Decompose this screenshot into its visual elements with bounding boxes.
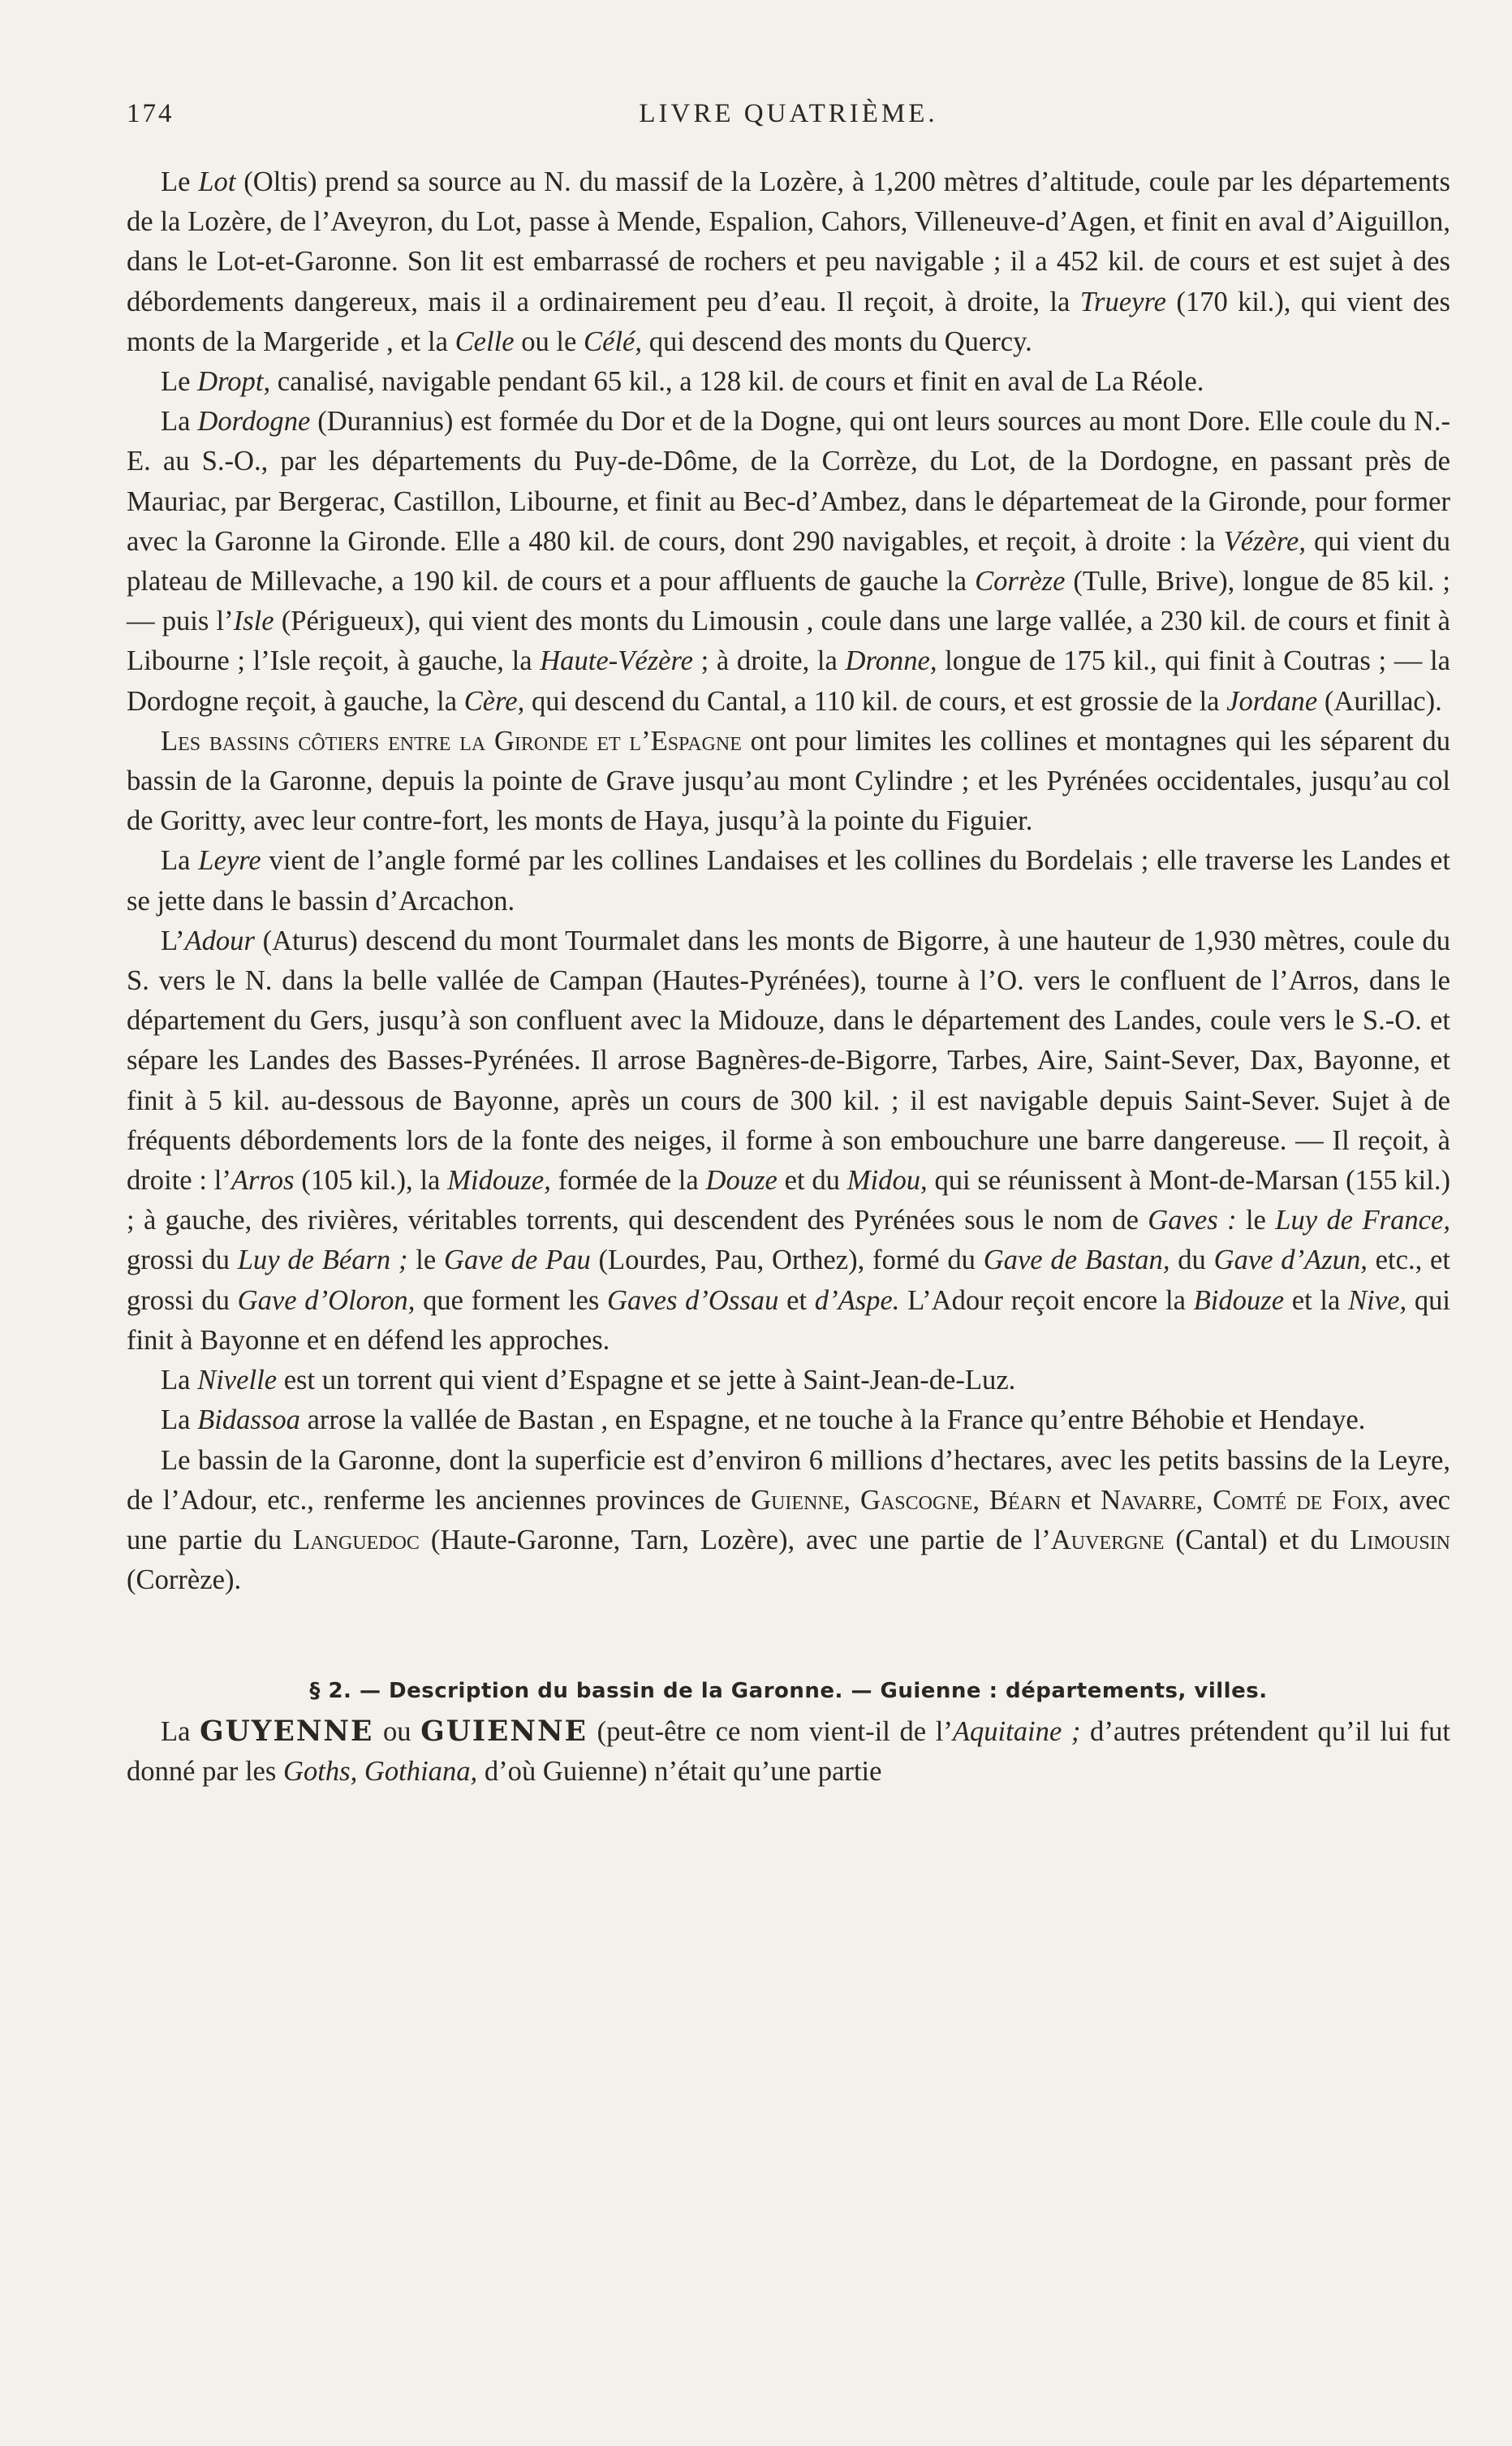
text-run: Le [161,366,198,398]
text-run: longue de 175 kil., qui finit à Coutras ; — la Dordogne reçoit, à gauche, la [127,645,1450,717]
small-caps-term: Limousin [1350,1524,1450,1555]
text-run: le [407,1245,444,1276]
text-run: (Durannius) est formée du Dor et de la Dogne, qui ont leurs sources au mont Dore. Elle coule du N.-E. au S.-O., par les départements du Puy-de-Dôme, de la Corrèze, du Lot, de la Dordogne, en passant près de Mauriac, par Bergerac, Castillon, Libourne, et finit au Bec-d’Ambez, dans le départemeat de la Gironde, pour former avec la Garonne la Gironde. Elle a 480 kil. de cours, dont 290 navigables, et reçoit, à droite : la [127,406,1450,557]
text-run: grossi du [127,1245,238,1276]
paragraph [127,1361,1450,1400]
text-run: ; à droite, la [693,645,846,677]
paragraph [127,362,1450,402]
text-run: qui descend des monts du Quercy. [642,326,1032,357]
text-run: (Aurillac). [1317,685,1442,717]
text-run: (Cantal) et du [1164,1524,1350,1555]
text-run: (Périgueux), qui vient des monts du Limousin , coule dans une large vallée, a 230 kil. de cours et finit à Libourne ; l’Isle reçoit, à gauche, la [127,606,1450,677]
blackletter-term: GUIENNE [420,1715,588,1748]
text-run: La [161,845,199,877]
italic-term: Haute-Vézère [540,645,694,677]
italic-term: Jordane [1226,685,1318,717]
italic-term: Vézère, [1223,525,1307,557]
text-run: arrose la vallée de Bastan , en Espagne, et ne touche à la France qu’entre Béhobie et Hendaye. [299,1404,1366,1436]
text-run: avec une partie du [127,1484,1450,1555]
text-run: (Aturus) descend du mont Tourmalet dans les monts de Bigorre, à une hauteur de 1,930 mètres, coule du S. vers le N. dans la belle vallée de Campan (Hautes-Pyrénées), tourne à l’O. vers le confluent de l’Arros, dans le département du Gers, jusqu’à son confluent avec la Midouze, dans le département des Landes, coule vers le S.-O. et sépare les Landes des Basses-Pyrénées. Il arrose Bagnères-de-Bigorre, Tarbes, Aire, Saint-Sever, Dax, Bayonne, et finit à 5 kil. au-dessous de Bayonne, après un cours de 300 kil. ; il est navigable depuis Saint-Sever. Sujet à de fréquents débordements lors de la fonte des neiges, il forme à son embouchure une barre dangereuse. — Il reçoit, à droite : l’ [127,925,1450,1197]
paragraph [127,921,1450,1361]
text-run: (Tulle, Brive), longue de 85 kil. ; — puis l’ [127,566,1450,637]
paragraph [127,1441,1450,1601]
text-run: ou le [514,326,584,357]
italic-term: Dronne, [845,645,937,677]
italic-term: Corrèze [975,566,1066,597]
running-title: LIVRE QUATRIÈME. [639,99,938,128]
paragraphs [127,162,1450,1600]
small-caps-term: Navarre, Comté de Foix, [1101,1484,1389,1516]
italic-term: Arros [230,1165,295,1197]
paragraph [127,1400,1450,1440]
italic-term: Luy de Béarn ; [237,1245,408,1276]
text-run: L’Adour reçoit encore la [899,1284,1194,1316]
closing-paragraph [127,1712,1450,1792]
text-run: Le bassin de la Garonne, dont la superficie est d’environ 6 millions d’hectares, avec les petits bassins de la Leyre, de l’Adour, etc., renferme les anciennes provinces de [127,1444,1450,1516]
text-run: (Corrèze). [127,1564,242,1596]
italic-term: Gave d’Oloron, [237,1284,416,1316]
italic-term: Adour [184,925,255,956]
text-run: etc., et grossi du [127,1245,1450,1316]
text-run: qui finit à Bayonne et en défend les approches. [127,1284,1451,1356]
text-run: (Oltis) prend sa source au N. du massif de la Lozère, à 1,200 mètres d’altitude, coule par les départements de la Lozère, de l’Aveyron, du Lot, passe à Mende, Espalion, Cahors, Villeneuve-d’Agen, et finit en aval d’Aiguillon, dans le Lot-et-Garonne. Son lit est embarrassé de rochers et peu navigable ; il a 452 kil. de cours et est sujet à des débordements dangereux, mais il a ordinairement peu d’eau. Il reçoit, à droite, la [127,166,1450,317]
italic-term: Aquitaine ; [952,1715,1081,1747]
small-caps-term: Auvergne [1050,1524,1165,1555]
italic-term: Nivelle [197,1365,278,1396]
text-run: Le [161,166,199,197]
text-run: et du [777,1165,847,1197]
text-run: le [1236,1205,1276,1236]
italic-term: Gothiana, [364,1755,478,1787]
italic-term: Nive, [1348,1284,1407,1316]
italic-term: Luy de France, [1275,1205,1451,1236]
text-run: L’ [161,925,185,956]
italic-term: Gave d’Azun, [1213,1245,1368,1276]
page-header [127,88,1450,128]
italic-term: Douze [705,1165,778,1197]
paragraph [127,402,1450,722]
text-run: d’où Guienne) n’était qu’une partie [477,1755,882,1787]
text-run: d’autres prétendent qu’il lui fut donné par les [127,1715,1450,1787]
text-run: La [161,1715,200,1747]
text-run: que forment les [415,1284,607,1316]
italic-term: Gaves d’Ossau [607,1284,779,1316]
italic-term: Lot [198,166,236,197]
italic-term: Gaves : [1148,1205,1237,1236]
text-run: et [1061,1484,1101,1516]
text-run: La [161,1365,198,1396]
small-caps-term: Les bassins côtiers entre la Gironde et l’Espagne [161,725,742,757]
italic-term: Celle [454,326,515,357]
italic-term: Gave de Pau [443,1245,591,1276]
paragraph [127,722,1450,842]
paragraph [127,841,1450,921]
text-run: canalisé, navigable pendant 65 kil., a 128 kil. de cours et finit en aval de La Réole. [270,366,1204,398]
text-run: ou [373,1715,421,1747]
italic-term: Leyre [198,845,261,877]
text-run: du [1170,1245,1214,1276]
text-run: et la [1284,1284,1349,1316]
small-caps-term: Languedoc [293,1524,420,1555]
italic-term: d’Aspe. [814,1284,900,1316]
text-run: et [778,1284,815,1316]
italic-term: Cère, [463,685,525,717]
text-run: (105 kil.), la [294,1165,448,1197]
italic-term: Midouze, [447,1165,551,1197]
blackletter-term: GUYENNE [200,1715,374,1748]
text-run: La [161,406,198,438]
text-run: qui descend du Cantal, a 110 kil. de cours, et est grossie de la [524,685,1227,717]
text-run: vient de l’angle formé par les collines Landaises et les collines du Bordelais ; elle traverse les Landes et se jette dans le bassin d’Arcachon. [127,845,1450,917]
italic-term: Goths, [283,1755,358,1787]
text-run: (170 kil.), qui vient des monts de la Margeride , et la [127,286,1450,357]
text-run: La [161,1404,198,1436]
text-run: est un torrent qui vient d’Espagne et se jette à Saint-Jean-de-Luz. [277,1365,1016,1396]
text-run: (Haute-Garonne, Tarn, Lozère), avec une partie de l’ [419,1524,1051,1555]
italic-term: Isle [233,606,274,637]
text-run: (peut-être ce nom vient-il de l’ [588,1715,953,1747]
text-run: formée de la [550,1165,706,1197]
italic-term: Bidassoa [197,1404,300,1436]
text-run: qui vient du plateau de Millevache, a 190 kil. de cours et a pour affluents de gauche la [127,525,1450,597]
section-heading: § 2. — Description du bassin de la Garonne. — Guienne : départements, villes. [309,1679,1268,1704]
text-run [357,1756,364,1787]
text-run: ont pour limites les collines et montagnes qui les séparent du bassin de la Garonne, depuis la pointe de Grave jusqu’au mont Cylindre ; et les Pyrénées occidentales, jusqu’au col de Goritty, avec leur contre-fort, les monts de Haya, jusqu’à la pointe du Figuier. [127,725,1450,837]
text-run: qui se réunissent à Mont-de-Marsan (155 kil.) ; à gauche, des rivières, véritables torrents, qui descendent des Pyrénées sous le nom de [127,1165,1450,1236]
page-number: 174 [127,99,174,128]
italic-term: Bidouze [1193,1284,1285,1316]
small-caps-term: Guienne, Gascogne, Béarn [751,1484,1062,1516]
italic-term: Trueyre [1079,286,1167,317]
text-run: (Lourdes, Pau, Orthez), formé du [590,1245,984,1276]
italic-term: Dordogne [197,406,311,438]
italic-term: Dropt, [197,366,271,398]
paragraph [127,162,1450,362]
italic-term: Gave de Bastan, [983,1245,1170,1276]
italic-term: Célé, [584,326,643,357]
body-text [127,162,1450,1792]
italic-term: Midou, [846,1165,928,1197]
